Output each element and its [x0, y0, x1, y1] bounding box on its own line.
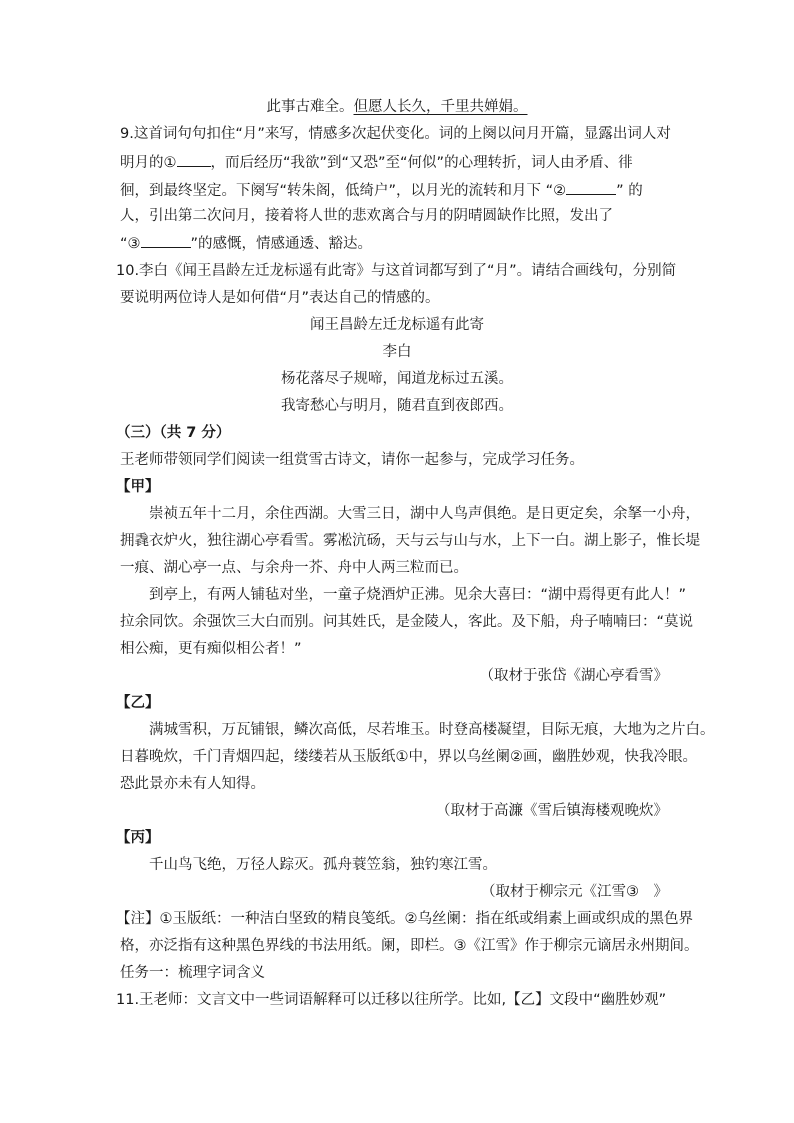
poem-line-1: 杨花落尽子规啼，闻道龙标过五溪。: [281, 371, 513, 387]
poem-closing-line: 此事古难全。但愿人长久，千里共婵娟。: [266, 99, 528, 115]
text-bing-source: （取材于柳宗元《江雪③ 》: [481, 884, 668, 900]
text-bing-line: 千山鸟飞绝，万径人踪灭。孤舟蓑笠翁，独钓寒江雪。: [149, 857, 497, 873]
text-jia-line: 拉余同饮。余强饮三大白而别。问其姓氏，是金陵人，客此。及下船，舟子喃喃曰：“莫说: [120, 614, 694, 630]
text-jia-line: 崇祯五年十二月，余住西湖。大雪三日，湖中人鸟声俱绝。是日更定矣，余拏一小舟，: [149, 506, 700, 522]
task1-title: 任务一：梳理字词含义: [120, 965, 265, 981]
notes-line-2: 格，亦泛指有这种黑色界线的书法用纸。阑，即栏。③《江雪》作于柳宗元谪居永州期间。: [120, 938, 699, 954]
q9-line-2: 明月的① ，而后经历“我欲”到“又恐”至“何似”的心理转折，词人由矛盾、徘: [120, 152, 633, 173]
text-yi-line: 日暮晚炊，千门青烟四起，缕缕若从玉版纸①中，界以乌丝阑②画，幽胜妙观，快我冷眼。: [120, 749, 697, 765]
text-yi-source: （取材于高濂《雪后镇海楼观晚炊》: [436, 803, 668, 819]
text-yi-line: 满城雪积，万瓦铺银，鳞次高低，尽若堆玉。时登高楼凝望，目际无痕，大地为之片白。: [149, 722, 715, 738]
text-jia-line: 到亭上，有两人铺毡对坐，一童子烧酒炉正沸。见余大喜曰：“湖中焉得更有此人！”: [149, 587, 687, 603]
text-jia-line: 相公痴，更有痴似相公者！”: [120, 641, 302, 657]
answer-blank-3[interactable]: [141, 233, 191, 248]
q10-line-1: 10.李白《闻王昌龄左迁龙标遥有此寄》与这首词都写到了“月”。请结合画线句，分别简: [116, 263, 677, 279]
answer-blank-2[interactable]: [566, 180, 616, 195]
text-yi-label: 【乙】: [116, 695, 160, 711]
poem-line-2: 我寄愁心与明月，随君直到夜郎西。: [281, 398, 513, 414]
q9-line-4: 人，引出第二次问月，接着将人世的悲欢离合与月的阴晴圆缺作比照，发出了: [120, 208, 613, 224]
text-yi-line: 恐此景亦未有人知得。: [120, 776, 265, 792]
text-bing-label: 【丙】: [116, 830, 160, 846]
section-intro: 王老师带领同学们阅读一组赏雪古诗文，请你一起参与，完成学习任务。: [120, 452, 584, 468]
q10-line-2: 要说明两位诗人是如何借“月”表达自己的情感的。: [120, 290, 440, 306]
text-jia-source: （取材于张岱《湖心亭看雪》: [479, 668, 668, 684]
text-jia-line: 一痕、湖心亭一点、与余舟一芥、舟中人两三粒而已。: [120, 560, 468, 576]
underlined-sentence: 但愿人长久，千里共婵娟。: [353, 99, 528, 115]
notes-line-1: 【注】①玉版纸：一种洁白坚致的精良笺纸。②乌丝阑：指在纸或绢素上画或织成的黑色界: [116, 911, 693, 927]
q9-line-3: 徊，到最终坚定。下阕写“转朱阁，低绮户”，以月光的流转和月下 “② ” 的: [120, 180, 643, 201]
q9-line-1: 9.这首词句句扣住“月”来写，情感多次起伏变化。词的上阕以问月开篇，显露出词人对: [120, 126, 671, 142]
poem-author: 李白: [382, 344, 412, 360]
q11-line-1: 11.王老师：文言文中一些词语解释可以迁移以往所学。比如,【乙】文段中“幽胜妙观”: [116, 992, 667, 1008]
text-jia-line: 拥毳衣炉火，独往湖心亭看雪。雾凇沆砀，天与云与山与水，上下一白。湖上影子，惟长堤: [120, 533, 700, 549]
section-heading: （三）（共 7 分）: [116, 425, 231, 441]
text-jia-label: 【甲】: [116, 479, 160, 495]
q9-line-5: “③ ”的感慨，情感通透、豁达。: [120, 233, 372, 254]
answer-blank-1[interactable]: [177, 152, 211, 167]
poem-title: 闻王昌龄左迁龙标遥有此寄: [310, 317, 484, 333]
